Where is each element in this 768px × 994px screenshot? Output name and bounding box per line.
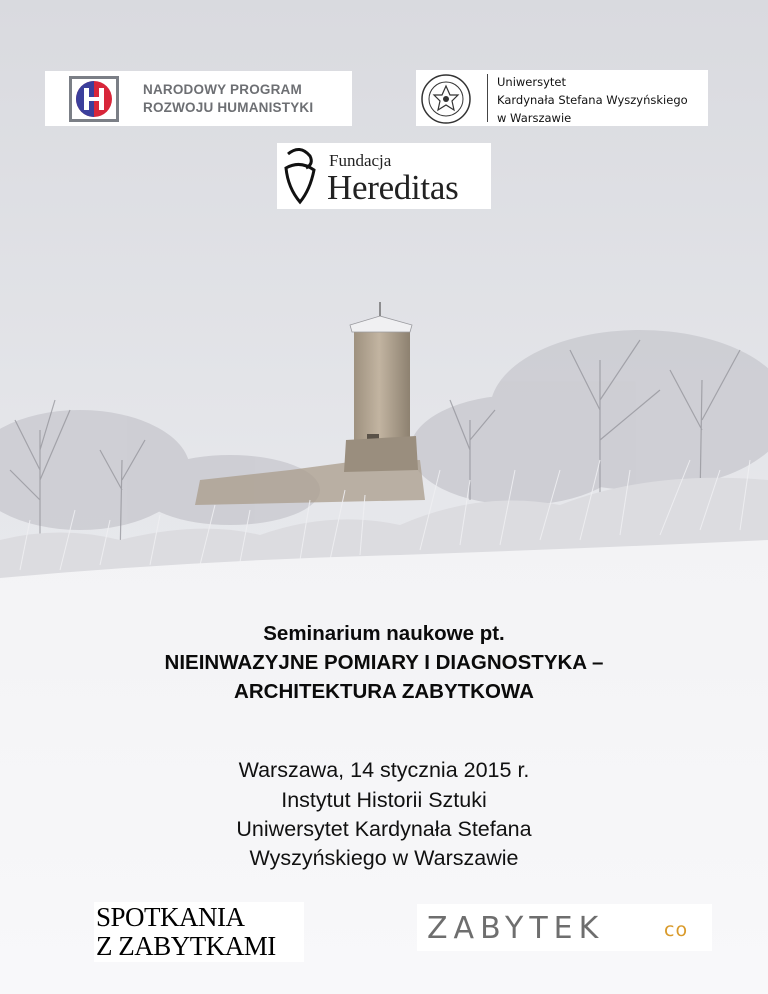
event-university-line1: Uniwersytet Kardynała Stefana — [236, 817, 532, 841]
seminar-title-line2: NIEINWAZYJNE POMIARY I DIAGNOSTYKA – — [164, 651, 604, 674]
hereditas-big-text: Hereditas — [327, 168, 459, 207]
event-institute: Instytut Historii Sztuki — [281, 788, 487, 812]
nprh-line1: NARODOWY PROGRAM — [143, 82, 302, 97]
uksw-line2: Kardynała Stefana Wyszyńskiego — [497, 93, 688, 107]
spotkania-logo — [94, 902, 304, 962]
seminar-title-line1: Seminarium naukowe pt. — [263, 622, 505, 645]
event-university-line2: Wyszyńskiego w Warszawie — [249, 846, 519, 870]
zabytek-suffix-text: co — [664, 919, 689, 941]
zabytek-logo — [417, 904, 712, 951]
event-date-place: Warszawa, 14 stycznia 2015 r. — [238, 758, 530, 782]
uksw-divider — [487, 74, 488, 122]
uksw-logo — [416, 70, 708, 126]
hereditas-logo — [277, 143, 491, 209]
castle-tower — [344, 302, 418, 472]
nprh-logo — [45, 71, 352, 126]
uksw-seal-icon — [420, 73, 472, 125]
zabytek-main-text: ZABYTEK — [427, 911, 605, 946]
uksw-line1: Uniwersytet — [497, 75, 566, 89]
spotkania-line1: SPOTKANIA — [96, 902, 245, 932]
hereditas-small-text: Fundacja — [329, 151, 392, 170]
nprh-emblem-icon — [69, 76, 119, 122]
hereditas-emblem-icon — [280, 146, 320, 206]
uksw-line3: w Warszawie — [497, 111, 572, 125]
nprh-line2: ROZWOJU HUMANISTYKI — [143, 100, 314, 115]
spotkania-line2: Z ZABYTKAMI — [96, 931, 276, 961]
seminar-title-line3: ARCHITEKTURA ZABYTKOWA — [234, 680, 534, 703]
